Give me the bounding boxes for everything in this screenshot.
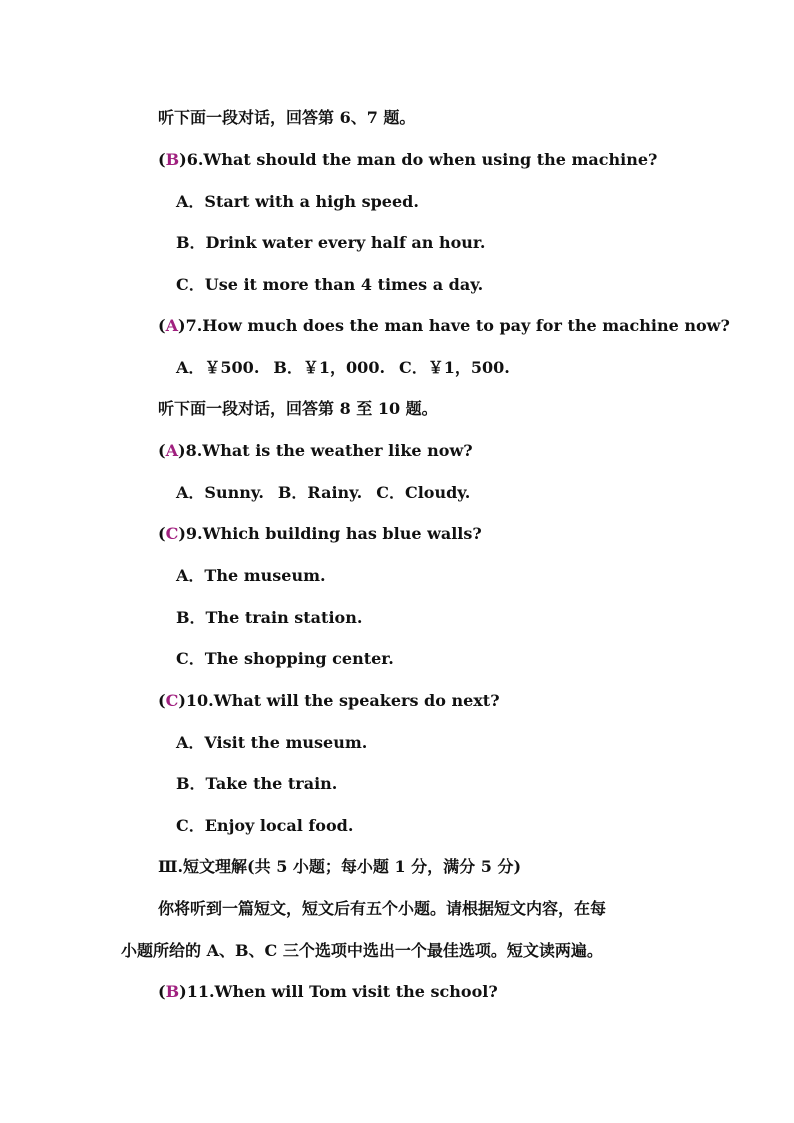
q6-option-c: C．Use it more than 4 times a day.	[176, 275, 484, 294]
q10-option-c: C．Enjoy local food.	[176, 816, 354, 835]
answer-letter: B	[165, 982, 180, 1001]
answer-letter: A	[165, 316, 178, 335]
paren-close: )	[178, 524, 186, 543]
q8-option-b: B．Rainy.	[277, 483, 363, 502]
answer-letter: A	[165, 441, 178, 460]
q6-option-b: B．Drink water every half an hour.	[176, 233, 486, 252]
question-text: 9.Which building has blue walls?	[185, 524, 482, 543]
question-11	[158, 981, 498, 1003]
part3-instruction-line2: 小题所给的 A、B、C 三个选项中选出一个最佳选项。短文读两遍。	[121, 941, 603, 960]
paren-open: (	[158, 441, 166, 460]
paren-open: (	[158, 982, 166, 1001]
question-10	[158, 690, 500, 712]
paren-open: (	[158, 316, 166, 335]
paren-open: (	[158, 691, 166, 710]
paren-close: )	[179, 982, 187, 1001]
question-8	[158, 440, 473, 462]
q9-option-c: C．The shopping center.	[176, 649, 394, 668]
question-text: 7.How much does the man have to pay for the machine now?	[185, 316, 730, 335]
answer-letter: B	[165, 150, 180, 169]
q9-option-b: B．The train station.	[176, 608, 363, 627]
paren-close: )	[178, 441, 186, 460]
q7-options	[176, 357, 524, 379]
answer-letter: C	[165, 524, 179, 543]
question-9	[158, 523, 482, 545]
question-text: 6.What should the man do when using the machine?	[186, 150, 658, 169]
paren-close: )	[178, 316, 186, 335]
q7-option-c: C．￥1，500.	[399, 358, 510, 377]
q7-option-b: B．￥1，000.	[273, 358, 386, 377]
question-6	[158, 149, 657, 171]
section-intro-8-10: 听下面一段对话，回答第 8 至 10 题。	[158, 399, 438, 418]
q8-option-a: A．Sunny.	[176, 483, 264, 502]
paren-open: (	[158, 524, 166, 543]
q8-options	[176, 482, 484, 504]
q7-option-a: A．￥500.	[176, 358, 260, 377]
answer-letter: C	[165, 691, 179, 710]
q6-option-a: A．Start with a high speed.	[176, 192, 419, 211]
part3-instruction-line1: 你将听到一篇短文，短文后有五个小题。请根据短文内容，在每	[158, 899, 607, 918]
q8-option-c: C．Cloudy.	[376, 483, 471, 502]
question-7	[158, 315, 730, 337]
paren-close: )	[178, 691, 186, 710]
question-text: 10.What will the speakers do next?	[185, 691, 500, 710]
q9-option-a: A．The museum.	[176, 566, 326, 585]
question-text: 8.What is the weather like now?	[185, 441, 473, 460]
q10-option-a: A．Visit the museum.	[176, 733, 368, 752]
section-intro-6-7: 听下面一段对话，回答第 6、7 题。	[158, 108, 416, 127]
paren-close: )	[179, 150, 187, 169]
paren-open: (	[158, 150, 166, 169]
q10-option-b: B．Take the train.	[176, 774, 338, 793]
part3-heading: Ⅲ.短文理解(共 5 小题；每小题 1 分，满分 5 分)	[158, 857, 522, 876]
question-text: 11.When will Tom visit the school?	[186, 982, 498, 1001]
